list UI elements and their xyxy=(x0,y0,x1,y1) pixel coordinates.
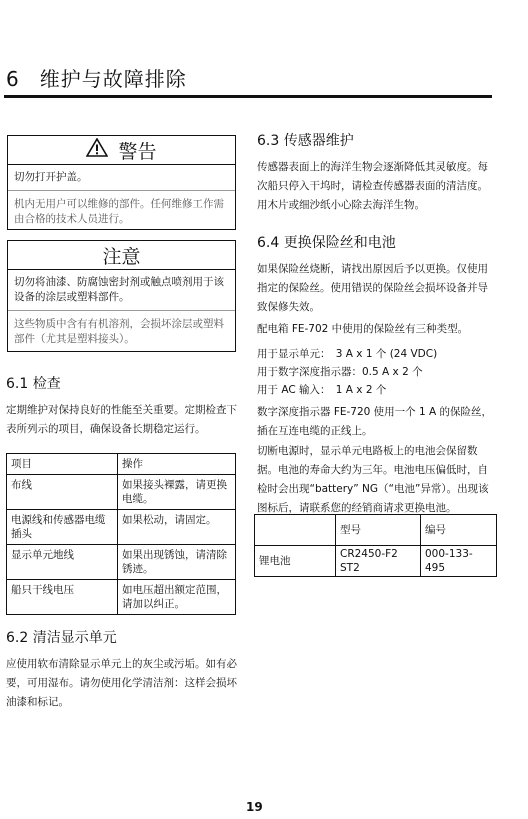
section-6-4-para-1: 如果保险丝烧断，请找出原因后予以更换。仅使用指定的保险丝。使用错误的保险丝会损坏设备并导致保修失效。 xyxy=(257,263,488,313)
table-row xyxy=(7,580,236,615)
table-header-item: 项目 xyxy=(7,454,118,475)
table-row xyxy=(7,510,236,545)
section-6-2-heading: 6.2 清洁显示单元 xyxy=(6,630,117,646)
fuse-line-display: 用于显示单元： 3 A x 1 个 (24 VDC) xyxy=(257,348,438,360)
caution-text-1: 切勿将油漆、防腐蚀密封剂或触点喷剂用于该设备的涂层或塑料部件。 xyxy=(14,276,224,303)
fuse-line-ac: 用于 AC 输入： 1 A x 2 个 xyxy=(257,384,387,396)
caution-divider xyxy=(8,310,235,311)
section-6-3-heading: 6.3 传感器维护 xyxy=(257,133,354,149)
inspection-table xyxy=(6,453,236,615)
table-header-blank xyxy=(255,515,336,546)
section-6-1-para: 定期维护对保持良好的性能至关重要。定期检查下表所列示的项目，确保设备长期稳定运行。 xyxy=(6,404,237,435)
table-cell: 如果接头裸露，请更换电缆。 xyxy=(118,475,236,510)
table-header-code: 编号 xyxy=(421,515,497,546)
caution-title: 注意 xyxy=(102,245,141,268)
warning-text-1: 切勿打开护盖。 xyxy=(14,171,88,183)
warning-title: 警告 xyxy=(118,140,157,163)
section-6-1-heading: 6.1 检查 xyxy=(6,376,61,392)
table-cell: 000-133-495 xyxy=(421,546,497,577)
caution-box xyxy=(7,240,236,352)
section-6-2-para: 应使用软布清除显示单元上的灰尘或污垢。如有必要，可用湿布。请勿使用化学清洁剂：这样会损坏油漆和标记。 xyxy=(6,658,237,708)
chapter-number: 6 xyxy=(6,67,20,91)
section-6-4-para-4: 切断电源时，显示单元电路板上的电池会保留数据。电池的寿命大约为三年。电池电压偏低时，自检时会出现“battery” NG（“电池”异常）。出现该图标后，请联系您的经销商请求更换电池。 xyxy=(257,445,489,514)
caution-text-2: 这些物质中含有有机溶剂，会损坏涂层或塑料部件（尤其是塑料接头）。 xyxy=(14,318,224,345)
warning-divider xyxy=(8,190,235,191)
warning-box xyxy=(7,135,236,230)
section-6-4-heading: 6.4 更换保险丝和电池 xyxy=(257,235,396,251)
caution-header xyxy=(8,241,235,270)
table-cell: CR2450-F2 ST2 xyxy=(336,546,421,577)
table-cell: 布线 xyxy=(7,475,118,510)
table-cell: 如电压超出额定范围，请加以纠正。 xyxy=(118,580,236,615)
table-header-model: 型号 xyxy=(336,515,421,546)
warning-header xyxy=(8,136,235,165)
table-row xyxy=(7,475,236,510)
warning-triangle-icon xyxy=(86,138,118,162)
table-header-action: 操作 xyxy=(118,454,236,475)
table-cell: 显示单元地线 xyxy=(7,545,118,580)
battery-table xyxy=(254,514,497,577)
fuse-line-indicator: 用于数字深度指示器：0.5 A x 2 个 xyxy=(257,366,423,378)
table-cell: 电源线和传感器电缆插头 xyxy=(7,510,118,545)
table-cell: 如果出现锈蚀，请清除锈迹。 xyxy=(118,545,236,580)
table-header-row xyxy=(7,454,236,475)
table-row xyxy=(255,546,497,577)
table-cell: 船只干线电压 xyxy=(7,580,118,615)
chapter-rule xyxy=(4,95,492,98)
table-header-row xyxy=(255,515,497,546)
section-6-3-para: 传感器表面上的海洋生物会逐渐降低其灵敏度。每次船只停入干坞时，请检查传感器表面的清洁度。用木片或细沙纸小心除去海洋生物。 xyxy=(257,161,488,211)
table-row xyxy=(7,545,236,580)
warning-text-2: 机内无用户可以维修的部件。任何维修工作需由合格的技术人员进行。 xyxy=(14,198,224,225)
chapter-title-text: 维护与故障排除 xyxy=(39,67,187,91)
section-6-4-para-3: 数字深度指示器 FE-720 使用一个 1 A 的保险丝，插在互连电缆的正线上。 xyxy=(257,406,493,437)
section-6-4-para-2: 配电箱 FE-702 中使用的保险丝有三种类型。 xyxy=(257,323,469,335)
table-cell: 锂电池 xyxy=(255,546,336,577)
chapter-title xyxy=(6,63,187,92)
table-cell: 如果松动，请固定。 xyxy=(118,510,236,545)
page-number: 19 xyxy=(246,800,263,814)
